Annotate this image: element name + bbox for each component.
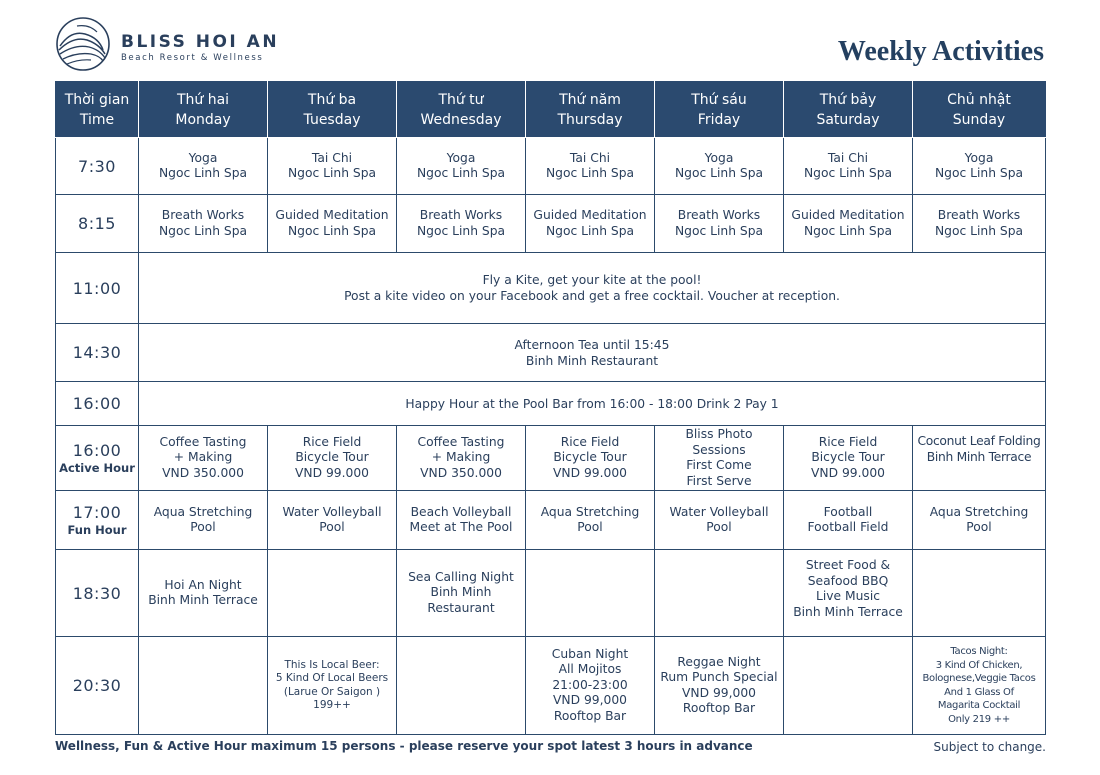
activity-cell: Tai Chi Ngoc Linh Spa <box>784 138 913 195</box>
time-cell: 8:15 <box>56 195 139 253</box>
activity-cell: Aqua Stretching Pool <box>913 491 1046 550</box>
activity-cell: Coffee Tasting + Making VND 350.000 <box>139 426 268 491</box>
activity-cell: Water Volleyball Pool <box>655 491 784 550</box>
activity-cell: Yoga Ngoc Linh Spa <box>139 138 268 195</box>
footer-disclaimer: Subject to change. <box>933 740 1046 754</box>
activity-cell: Hoi An Night Binh Minh Terrace <box>139 550 268 637</box>
activity-cell: Street Food & Seafood BBQ Live Music Binh Minh Terrace <box>784 550 913 637</box>
time-cell: 18:30 <box>56 550 139 637</box>
header-tuesday: Thứ ba Tuesday <box>268 82 397 138</box>
activity-cell: Tacos Night: 3 Kind Of Chicken, Bolognese,Veggie Tacos And 1 Glass Of Magarita Cocktail Only 219 ++ <box>913 637 1046 735</box>
brand-tagline: Beach Resort & Wellness <box>121 53 264 63</box>
time-cell: 17:00 Fun Hour <box>56 491 139 550</box>
empty-cell <box>913 550 1046 637</box>
header-wednesday: Thứ tư Wednesday <box>397 82 526 138</box>
empty-cell <box>397 637 526 735</box>
activity-cell: Rice Field Bicycle Tour VND 99.000 <box>268 426 397 491</box>
spanning-activity-cell: Happy Hour at the Pool Bar from 16:00 - 18:00 Drink 2 Pay 1 <box>139 382 1046 426</box>
header-row <box>56 82 1046 138</box>
activity-cell: Beach Volleyball Meet at The Pool <box>397 491 526 550</box>
activity-cell: Water Volleyball Pool <box>268 491 397 550</box>
activity-cell: Guided Meditation Ngoc Linh Spa <box>268 195 397 253</box>
schedule-row <box>56 426 1046 491</box>
activity-cell: Sea Calling Night Binh Minh Restaurant <box>397 550 526 637</box>
schedule-row <box>56 324 1046 382</box>
brand-name: BLISS HOI AN <box>121 32 280 52</box>
header-thursday: Thứ năm Thursday <box>526 82 655 138</box>
schedule-row <box>56 382 1046 426</box>
header-sunday: Chủ nhật Sunday <box>913 82 1046 138</box>
activity-cell: Coffee Tasting + Making VND 350.000 <box>397 426 526 491</box>
activity-cell: Yoga Ngoc Linh Spa <box>913 138 1046 195</box>
empty-cell <box>784 637 913 735</box>
schedule-row <box>56 491 1046 550</box>
time-cell: 11:00 <box>56 253 139 324</box>
time-cell: 16:00 Active Hour <box>56 426 139 491</box>
header-saturday: Thứ bảy Saturday <box>784 82 913 138</box>
activity-cell: Rice Field Bicycle Tour VND 99.000 <box>526 426 655 491</box>
empty-cell <box>526 550 655 637</box>
time-cell: 7:30 <box>56 138 139 195</box>
activity-cell: Guided Meditation Ngoc Linh Spa <box>784 195 913 253</box>
activity-cell: Tai Chi Ngoc Linh Spa <box>526 138 655 195</box>
activity-cell: Yoga Ngoc Linh Spa <box>397 138 526 195</box>
activity-cell: Cuban Night All Mojitos 21:00-23:00 VND 99,000 Rooftop Bar <box>526 637 655 735</box>
spanning-activity-cell: Afternoon Tea until 15:45 Binh Minh Restaurant <box>139 324 1046 382</box>
activity-cell: Aqua Stretching Pool <box>139 491 268 550</box>
wave-logo-icon <box>55 16 111 72</box>
schedule-row <box>56 195 1046 253</box>
schedule-row <box>56 138 1046 195</box>
activity-cell: Football Football Field <box>784 491 913 550</box>
time-cell: 14:30 <box>56 324 139 382</box>
schedule-table <box>55 81 1046 735</box>
header-time: Thời gian Time <box>56 82 139 138</box>
footer-note: Wellness, Fun & Active Hour maximum 15 persons - please reserve your spot latest 3 hours in advance <box>55 739 753 753</box>
activity-cell: Breath Works Ngoc Linh Spa <box>139 195 268 253</box>
activity-cell: Yoga Ngoc Linh Spa <box>655 138 784 195</box>
activity-cell: Tai Chi Ngoc Linh Spa <box>268 138 397 195</box>
brand-logo <box>55 16 280 76</box>
empty-cell <box>139 637 268 735</box>
activity-cell: Breath Works Ngoc Linh Spa <box>397 195 526 253</box>
spanning-activity-cell: Fly a Kite, get your kite at the pool! Post a kite video on your Facebook and get a free cocktail. Voucher at reception. <box>139 253 1046 324</box>
time-cell: 16:00 <box>56 382 139 426</box>
header-friday: Thứ sáu Friday <box>655 82 784 138</box>
schedule-row <box>56 253 1046 324</box>
activity-cell: Aqua Stretching Pool <box>526 491 655 550</box>
activity-cell: Bliss Photo Sessions First Come First Serve <box>655 426 784 491</box>
time-cell: 20:30 <box>56 637 139 735</box>
activity-cell: Breath Works Ngoc Linh Spa <box>655 195 784 253</box>
activity-cell: This Is Local Beer: 5 Kind Of Local Beers (Larue Or Saigon ) 199++ <box>268 637 397 735</box>
activity-cell: Guided Meditation Ngoc Linh Spa <box>526 195 655 253</box>
empty-cell <box>268 550 397 637</box>
empty-cell <box>655 550 784 637</box>
activity-cell: Breath Works Ngoc Linh Spa <box>913 195 1046 253</box>
schedule-row <box>56 550 1046 637</box>
page-title: Weekly Activities <box>837 36 1044 67</box>
activity-cell: Reggae Night Rum Punch Special VND 99,000 Rooftop Bar <box>655 637 784 735</box>
schedule-row <box>56 637 1046 735</box>
time-subtitle: Fun Hour <box>67 523 127 537</box>
activity-cell: Coconut Leaf Folding Binh Minh Terrace <box>913 426 1046 491</box>
header-monday: Thứ hai Monday <box>139 82 268 138</box>
time-subtitle: Active Hour <box>59 461 135 475</box>
activity-cell: Rice Field Bicycle Tour VND 99.000 <box>784 426 913 491</box>
